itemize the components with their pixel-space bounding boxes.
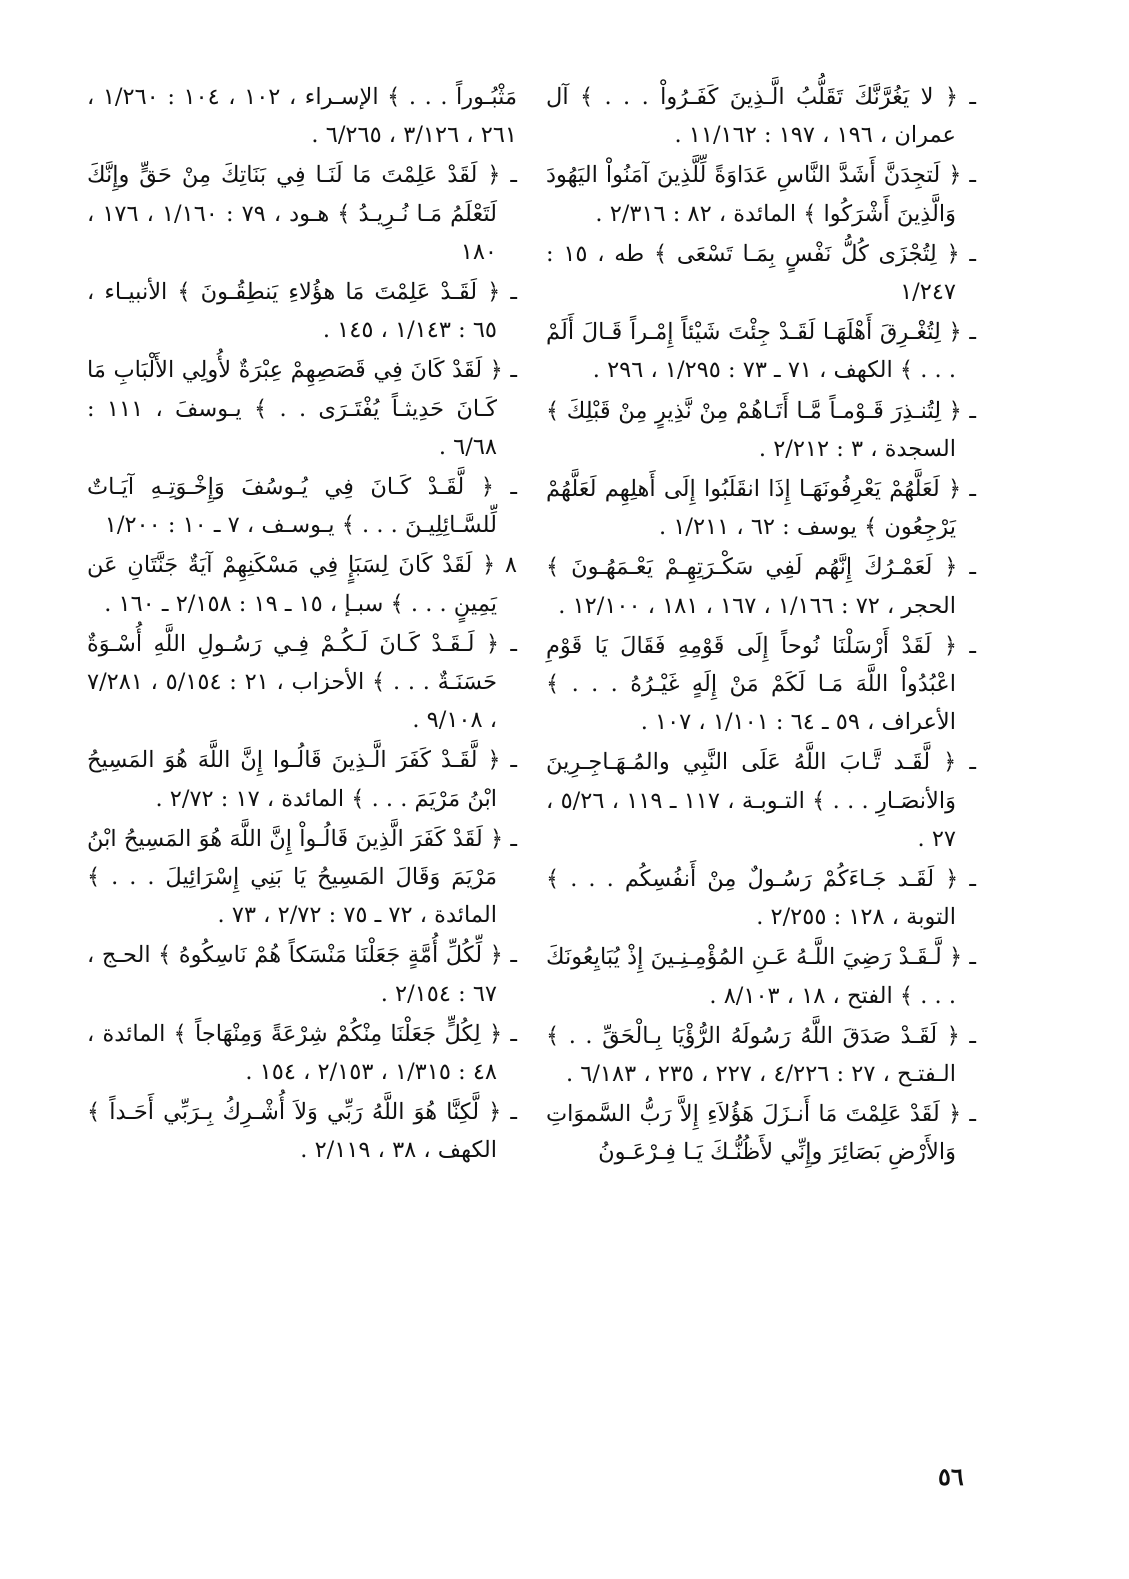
index-entry: ـ ﴿ لِتُغْـرِقَ أَهْلَهَـا لَقَـدْ جِئْتَ شَيْئاً إِمْـراً قَـالَ أَلَمْ . . . ﴾ الكهف ، ٧١ ـ ٧٣ : ١/٢٩٥ ، ٢٩٦ . <box>546 319 976 384</box>
index-entry: ـ ﴿ لِتُجْزَى كُلُّ نَفْسٍ بِمَـا تَسْعَى ﴾ طه ، ١٥ : ١/٢٤٧ <box>546 240 976 306</box>
index-entry: ـ ﴿ لَعَلَّهُمْ يَعْرِفُونَهَـا إِذَا انقَلَبُوا إِلَى أَهلِهِم لَعَلَّهُمْ يَرْجِعُون ﴾ يوسف : ٦٢ ، ١/٢١١ . <box>546 476 976 541</box>
index-column-left <box>87 78 517 1172</box>
index-entry: ـ ﴿ لَقَدْ كَفَرَ الَّذِينَ قَالُـواْ إِنَّ اللَّهَ هُوَ المَسِيحُ ابْنُ مَرْيَمَ وَقَالَ المَسِيحُ يَا بَنِي إِسْرَائِيلَ . . . ﴾ المائدة ، ٧٢ ـ ٧٥ : ٢/٧٢ ، ٧٣ . <box>87 825 517 929</box>
index-entry: ٨ ﴿ لَقَدْ كَانَ لِسَبَإٍ فِي مَسْكَنِهِمْ آيَةٌ جَنَّتَانِ عَن يَمِينٍ . . . ﴾ سبـإ ، ١٥ ـ ١٩ : ٢/١٥٨ ـ ١٦٠ . <box>87 552 517 617</box>
index-entry: ـ ﴿ لِكُلٍّ جَعَلْنَا مِنْكُمْ شِرْعَةً وَمِنْهَاجاً ﴾ المائدة ، ٤٨ : ١/٣١٥ ، ٢/١٥٣ ، ١٥٤ . <box>87 1020 517 1086</box>
index-entry: ـ ﴿ لا يَغُرَّنَّكَ تَقَلُّبُ الَّـذِينَ كَفَـرُواْ . . . ﴾ آل عمران ، ١٩٦ ، ١٩٧ : ١١/١٦٢ . <box>546 84 976 149</box>
index-entry: ـ ﴿ لَقَدْ عَلِمْتَ مَا أَنـزَلَ هَؤُلاَءِ إِلاَّ رَبُّ السَّموَاتِ وَالأَرْضِ بَصَائِرَ وإِنِّي لأَظُنُّـكَ يَـا فِـرْعَـونُ <box>546 1101 976 1166</box>
index-entry: ـ ﴿ لَتجِدَنَّ أَشَدَّ النَّاسِ عَدَاوَةً لِّلَّذِينَ آمَنُواْ اليَهُودَ وَالَّذِينَ أَشْرَكُوا ﴾ المائدة ، ٨٢ : ٢/٣١٦ . <box>546 162 976 227</box>
index-entry: ـ ﴿ لَّـقَـدْ رَضِيَ اللَّـهُ عَـنِ المُؤْمِـنِـينَ إِذْ يُبَايِعُونَكَ . . . ﴾ الفتح ، ١٨ ، ٨/١٠٣ . <box>546 944 976 1009</box>
index-entry: ـ ﴿ لَقَدْ كَانَ فِي قَصَصِهِمْ عِبْرَةٌ لأُولِي الأَلْبَابِ مَا كَـانَ حَدِيثـاً يُفْتَـرَى . . ﴾ يـوسفَ ، ١١١ : ٦/٦٨ . <box>87 357 517 460</box>
index-entry: ـ ﴿ لَّقَـد تَّـابَ اللَّهُ عَلَى النَّبِي والمُـهَـاجِـرِينَ وَالأنصَـارِ . . . ﴾ التـوبـة ، ١١٧ ـ ١١٩ ، ٥/٢٦ ، ٢٧ . <box>546 749 976 852</box>
index-column-right <box>546 78 976 1174</box>
index-entry: ـ ﴿ لَقَـدْ صَدَقَ اللَّهُ رَسُولَهُ الرُّؤْيَا بِـالْحَقِّ . . ﴾ الـفتـح ، ٢٧ : ٤/٢٢٦ ، ٢٢٧ ، ٢٣٥ ، ٦/١٨٣ . <box>546 1022 976 1088</box>
index-entry: ـ ﴿ لَعَمْـرُكَ إِنَّهُم لَفِي سَكْـرَتِهِـمْ يَعْـمَهُـونَ ﴾ الحجر ، ٧٢ : ١/١٦٦ ، ١٦٧ ، ١٨١ ، ١٢/١٠٠ . <box>546 554 976 619</box>
index-entry: ـ ﴿ لَقَـد جَـاءَكُمْ رَسُـولٌ مِنْ أَنفُسِكُم . . . ﴾ التوبة ، ١٢٨ : ٢/٢٥٥ . <box>546 866 976 931</box>
index-entry: ـ ﴿ لِّكُلِّ أُمَّةٍ جَعَلْنَا مَنْسَكاً هُمْ نَاسِكُوهُ ﴾ الحـج ، ٦٧ : ٢/١٥٤ . <box>87 942 517 1007</box>
index-entry: ـ ﴿ لَّقَـدْ كَفَرَ الَّـذِينَ قَالُـوا إِنَّ اللَّهَ هُوَ المَسِيحُ ابْنُ مَرْيَمَ . . . ﴾ المائدة ، ١٧ : ٢/٧٢ . <box>87 747 517 812</box>
index-entry: ـ ﴿ لَقَدْ عَلِمْتَ مَا لَنَـا فِي بَنَاتِكَ مِنْ حَقٍّ وإِنَّكَ لَتَعْلَمُ مَـا نُـرِيـدُ ﴾ هـود ، ٧٩ : ١/١٦٠ ، ١٧٦ ، ١٨٠ <box>87 162 517 265</box>
index-entry: ـ ﴿ لَّقَـدْ كَـانَ فِي يُـوسُفَ وَإِخْـوَتِـهِ آيَـاتٌ لِّلسَّـائِلِيـنَ . . . ﴾ يـوسـف ، ٧ ـ ١٠ : ١/٢٠٠ <box>87 474 517 539</box>
index-entry: ـ ﴿ لَّكِنَّا هُوَ اللَّهُ رَبِّي وَلاَ أُشْـرِكُ بِـرَبِّي أَحَـداً ﴾ الكهف ، ٣٨ ، ٢/١١٩ . <box>87 1099 517 1164</box>
index-entry: ـ ﴿ لَقَدْ أَرْسَلْنَا نُوحاً إِلَى قَوْمِهِ فَقَالَ يَا قَوْمِ اعْبُدُواْ اللَّهَ مَـا لَكَمْ مَنْ إِلَهٍ غَيْـرُهُ . . . ﴾ الأعراف ، ٥٩ ـ ٦٤ : ١/١٠١ ، ١٠٧ . <box>546 632 976 736</box>
page-number: ٥٦ <box>938 1462 964 1491</box>
index-entry: ـ ﴿ لَقَـدْ عَلِمْتَ مَا هؤُلاءِ يَنطِقُـونَ ﴾ الأنبيـاء ، ٦٥ : ١/١٤٣ ، ١٤٥ . <box>87 279 517 344</box>
index-entry: ـ ﴿ لَـقَـدْ كَـانَ لَـكُـمْ فِـي رَسُـولِ اللَّهِ أُسْـوَةٌ حَسَنَـةٌ . . . ﴾ الأحزاب ، ٢١ : ٥/١٥٤ ، ٧/٢٨١ ، ٩/١٠٨ . <box>87 630 517 734</box>
index-entry: ـ ﴿ لِتُنـذِرَ قَـوْمـاً مَّـا أَتَـاهُمْ مِنْ نَّذِيرٍ مِنْ قَبْلِكَ ﴾ السجدة ، ٣ : ٢/٢١٢ . <box>546 397 976 462</box>
index-entry-continuation: مَثْبُـوراً . . . ﴾ الإسـراء ، ١٠٢ ، ١٠٤ : ١/٢٦٠ ، ٢٦١ ، ٣/١٢٦ ، ٦/٢٦٥ . <box>87 84 517 149</box>
